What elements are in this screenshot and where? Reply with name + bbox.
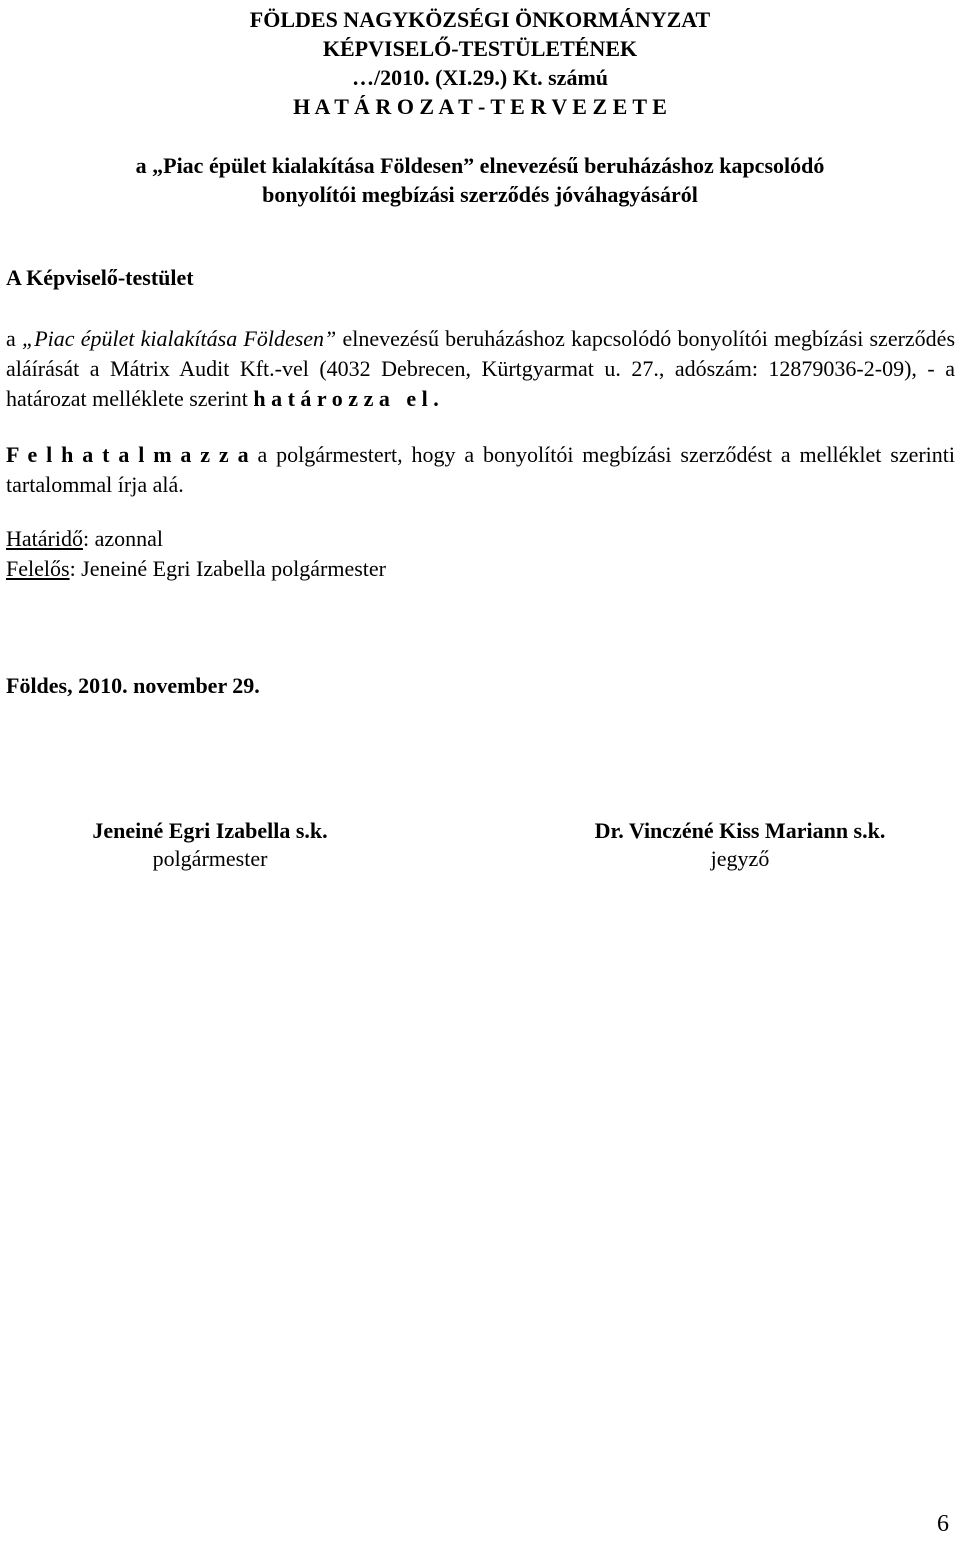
responsible-line — [6, 556, 386, 582]
place-date: Földes, 2010. november 29. — [6, 673, 260, 698]
signatory-title: jegyző — [710, 846, 770, 871]
paragraph-prefix: a — [6, 326, 22, 351]
header-line-1: FÖLDES NAGYKÖZSÉGI ÖNKORMÁNYZAT — [249, 7, 711, 32]
header-line-3: …/2010. (XI.29.) Kt. számú — [351, 65, 609, 90]
deadline-label: Határidő — [6, 526, 83, 551]
page-number: 6 — [937, 1511, 949, 1537]
authorization-text: a polgármestert, hogy a bonyolítói megbízási szerződést a melléklet szerinti tartalommal írja alá. — [6, 442, 956, 497]
header-line-4: H A T Á R O Z A T - T E R V E Z E T E — [293, 94, 667, 119]
paragraph-text: elnevezésű beruházáshoz kapcsolódó bonyolítói megbízási szerződés aláírását a Mátrix Audit Kft.-vel (4032 Debrecen, Kürtgyarmat u. 27., adószám: 12879036-2-09), - a határozat melléklete szerint — [6, 326, 956, 411]
project-name: „Piac épület kialakítása Földesen” — [21, 326, 337, 351]
deadline-value: : azonnal — [82, 526, 163, 551]
authorization-verb: F e l h a t a l m a z z a — [6, 442, 249, 467]
responsible-label: Felelős — [6, 556, 70, 581]
signatory-name: Jeneiné Egri Izabella s.k. — [92, 818, 328, 843]
authorization-paragraph — [6, 440, 955, 500]
signatory-name: Dr. Vinczéné Kiss Mariann s.k. — [594, 818, 886, 843]
signatory-title: polgármester — [152, 846, 268, 871]
responsible-value: : Jeneiné Egri Izabella polgármester — [69, 556, 386, 581]
resolution-paragraph — [6, 324, 955, 414]
body-heading: A Képviselő-testület — [6, 265, 194, 290]
decision-phrase: h a t á r o z z a e l . — [253, 386, 439, 411]
deadline-line — [6, 526, 163, 552]
subject-line-1: a „Piac épület kialakítása Földesen” elnevezésű beruházáshoz kapcsolódó — [135, 153, 825, 178]
header-line-2: KÉPVISELŐ-TESTÜLETÉNEK — [322, 36, 638, 61]
subject-line-2: bonyolítói megbízási szerződés jóváhagyásáról — [262, 182, 698, 207]
